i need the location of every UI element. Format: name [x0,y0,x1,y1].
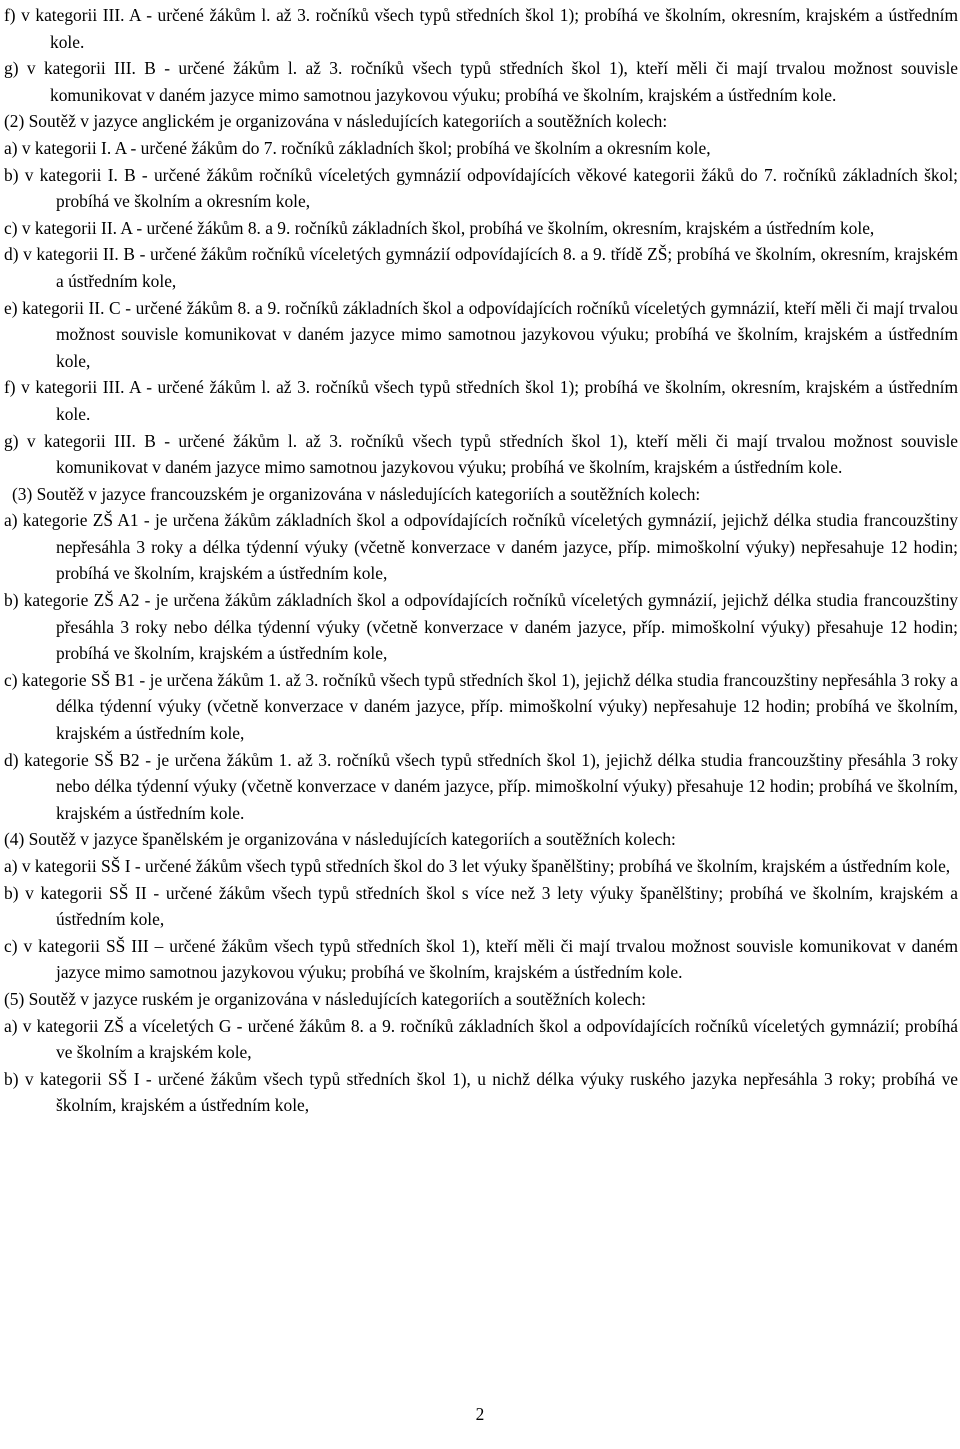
category-g-top: g) v kategorii III. B - určené žákům l. až 3. ročníků všech typů středních škol 1), kteří měli či mají trvalou možnost souvisle komunikovat v daném jazyce mimo samotnou jazykovou výuku; probíhá ve školním, krajském a ústředním kole. [4,58,958,105]
section-2-item-e: e) kategorii II. C - určené žákům 8. a 9. ročníků základních škol a odpovídajících ročníků víceletých gymnázií, kteří měli či mají trvalou možnost souvisle komunikovat v daném jazyce mimo samotnou jazykovou výuku; probíhá ve školním, krajském a ústředním kole, [4,297,958,371]
section-3-item-c: c) kategorie SŠ B1 - je určena žákům 1. až 3. ročníků všech typů středních škol 1), jejichž délka studia francouzštiny nepřesáhla 3 roky a délka týdenní výuky (včetně konverzace v daném jazyce, příp. mimoškolní výuky) nepřesahuje 12 hodin; probíhá ve školním, krajském a ústředním kole, [4,669,958,744]
section-5-item-a: a) v kategorii ZŠ a víceletých G - určené žákům 8. a 9. ročníků základních škol a odpovídajících ročníků víceletých gymnázií; probíhá ve školním a krajském kole, [4,1015,958,1063]
section-3-item-b: b) kategorie ZŠ A2 - je určena žákům základních škol a odpovídajících ročníků víceletých gymnázií, jejichž délka studia francouzštiny přesáhla 3 roky nebo délka týdenní výuky (včetně konverzace v daném jazyce, příp. mimoškolní výuky) přesahuje 12 hodin; probíhá ve školním, krajském a ústředním kole, [4,590,958,664]
section-2-item-c: c) v kategorii II. A - určené žákům 8. a 9. ročníků základních škol, probíhá ve školním, okresním, krajském a ústředním kole, [4,217,875,238]
section-3-item-d: d) kategorie SŠ B2 - je určena žákům 1. až 3. ročníků všech typů středních škol 1), jejichž délka studia francouzštiny přesáhla 3 roky nebo délka týdenní výuky (včetně konverzace v daném jazyce, příp. mimoškolní výuky) přesahuje 12 hodin; probíhá ve školním, krajském a ústředním kole. [4,749,958,823]
section-4-heading: (4) Soutěž v jazyce španělském je organizována v následujících kategoriích a soutěžních kolech: [4,829,676,850]
section-2-item-b: b) v kategorii I. B - určené žákům ročníků víceletých gymnázií odpovídajících věkové kategorii žáků do 7. ročníků základních škol; probíhá ve školním a okresním kole, [4,164,958,212]
section-2-item-f: f) v kategorii III. A - určené žákům l. až 3. ročníků všech typů středních škol 1); probíhá ve školním, okresním, krajském a ústředním kole. [4,377,958,424]
section-4-item-b: b) v kategorii SŠ II - určené žákům všech typů středních škol s více než 3 lety výuky španělštiny; probíhá ve školním, krajském a ústředním kole, [4,882,958,930]
page-number: 2 [475,1404,485,1424]
section-5-item-b: b) v kategorii SŠ I - určené žákům všech typů středních škol 1), u nichž délka výuky ruského jazyka nepřesáhla 3 roky; probíhá ve školním, krajském a ústředním kole, [4,1068,958,1116]
section-2-item-d: d) v kategorii II. B - určené žákům ročníků víceletých gymnázií odpovídajících 8. a 9. třídě ZŠ; probíhá ve školním, okresním, krajském a ústředním kole, [4,244,958,291]
section-3-heading: (3) Soutěž v jazyce francouzském je organizována v následujících kategoriích a soutěžních kolech: [12,483,701,504]
section-4-item-c: c) v kategorii SŠ III – určené žákům všech typů středních škol 1), kteří měli či mají trvalou možnost souvisle komunikovat v daném jazyce mimo samotnou jazykovou výuku; probíhá ve školním, krajském a ústředním kole. [4,935,958,983]
section-5-heading: (5) Soutěž v jazyce ruském je organizována v následujících kategoriích a soutěžních kolech: [4,988,646,1009]
category-f-top: f) v kategorii III. A - určené žákům l. až 3. ročníků všech typů středních škol 1); probíhá ve školním, okresním, krajském a ústředním kole. [4,5,958,52]
section-4-item-a: a) v kategorii SŠ I - určené žákům všech typů středních škol do 3 let výuky španělštiny; probíhá ve školním, krajském a ústředním kole, [4,856,951,876]
section-2-item-a: a) v kategorii I. A - určené žákům do 7. ročníků základních škol; probíhá ve školním a okresním kole, [4,137,711,158]
section-2-heading: (2) Soutěž v jazyce anglickém je organizována v následujících kategoriích a soutěžních kolech: [4,111,668,132]
section-3-item-a: a) kategorie ZŠ A1 - je určena žákům základních škol a odpovídajících ročníků víceletých gymnázií, jejichž délka studia francouzštiny nepřesáhla 3 roky a délka týdenní výuky (včetně konverzace v daném jazyce, příp. mimoškolní výuky) nepřesahuje 12 hodin; probíhá ve školním, krajském a ústředním kole, [4,510,958,584]
section-2-item-g: g) v kategorii III. B - určené žákům l. až 3. ročníků všech typů středních škol 1), kteří měli či mají trvalou možnost souvisle komunikovat v daném jazyce mimo samotnou jazykovou výuku; probíhá ve školním, krajském a ústředním kole. [4,430,958,478]
